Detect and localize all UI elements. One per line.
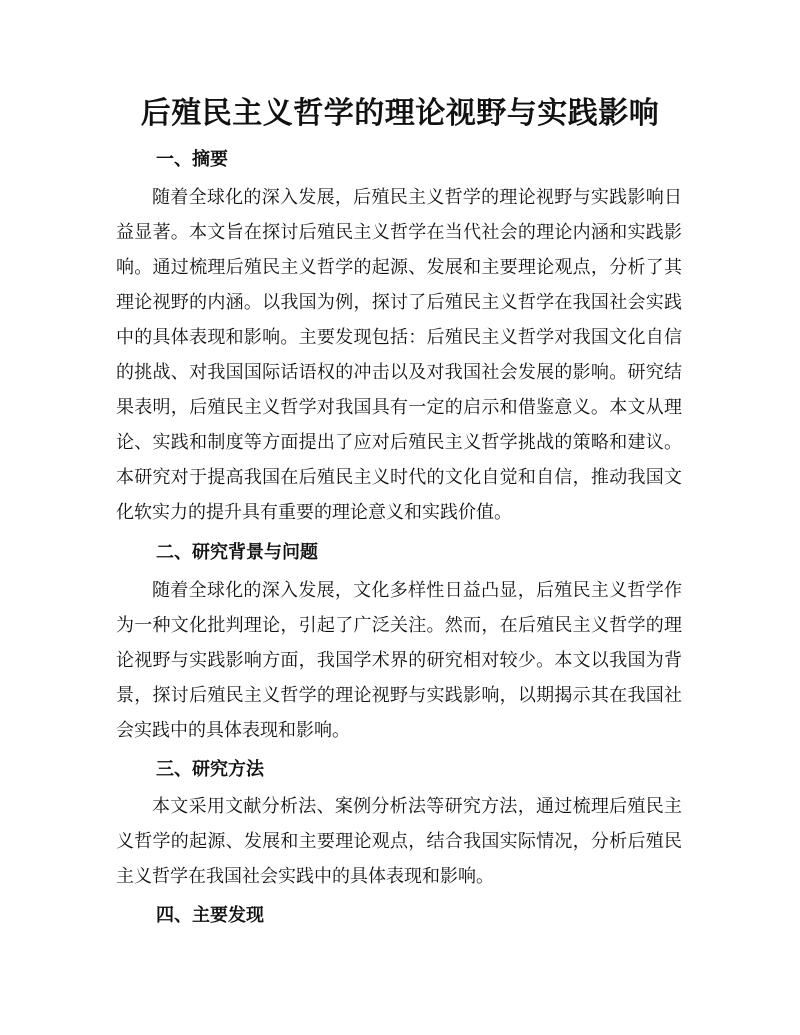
- background-paragraph: 随着全球化的深入发展，文化多样性日益凸显，后殖民主义哲学作为一种文化批判理论，引起了广泛关注。然而，在后殖民主义哲学的理论视野与实践影响方面，我国学术界的研究相对较少。本文以我国为背景，探讨后殖民主义哲学的理论视野与实践影响，以期揭示其在我国社会实践中的具体表现和影响。: [116, 580, 682, 741]
- abstract-paragraph: 随着全球化的深入发展，后殖民主义哲学的理论视野与实践影响日益显著。本文旨在探讨后殖民主义哲学在当代社会的理论内涵和实践影响。通过梳理后殖民主义哲学的起源、发展和主要理论观点，分析了其理论视野的内涵。以我国为例，探讨了后殖民主义哲学在我国社会实践中的具体表现和影响。主要发现包括：后殖民主义哲学对我国文化自信的挑战、对我国国际话语权的冲击以及对我国社会发展的影响。研究结果表明，后殖民主义哲学对我国具有一定的启示和借鉴意义。本文从理论、实践和制度等方面提出了应对后殖民主义哲学挑战的策略和建议。本研究对于提高我国在后殖民主义时代的文化自觉和自信，推动我国文化软实力的提升具有重要的理论意义和实践价值。: [116, 187, 682, 523]
- methods-paragraph: 本文采用文献分析法、案例分析法等研究方法，通过梳理后殖民主义哲学的起源、发展和主要理论观点，结合我国实际情况，分析后殖民主义哲学在我国社会实践中的具体表现和影响。: [116, 796, 682, 887]
- section-heading-abstract: 一、摘要: [156, 149, 228, 170]
- section-heading-background: 二、研究背景与问题: [156, 542, 318, 563]
- section-heading-findings: 四、主要发现: [156, 905, 264, 926]
- section-heading-methods: 三、研究方法: [156, 759, 264, 780]
- document-title: 后殖民主义哲学的理论视野与实践影响: [140, 96, 660, 131]
